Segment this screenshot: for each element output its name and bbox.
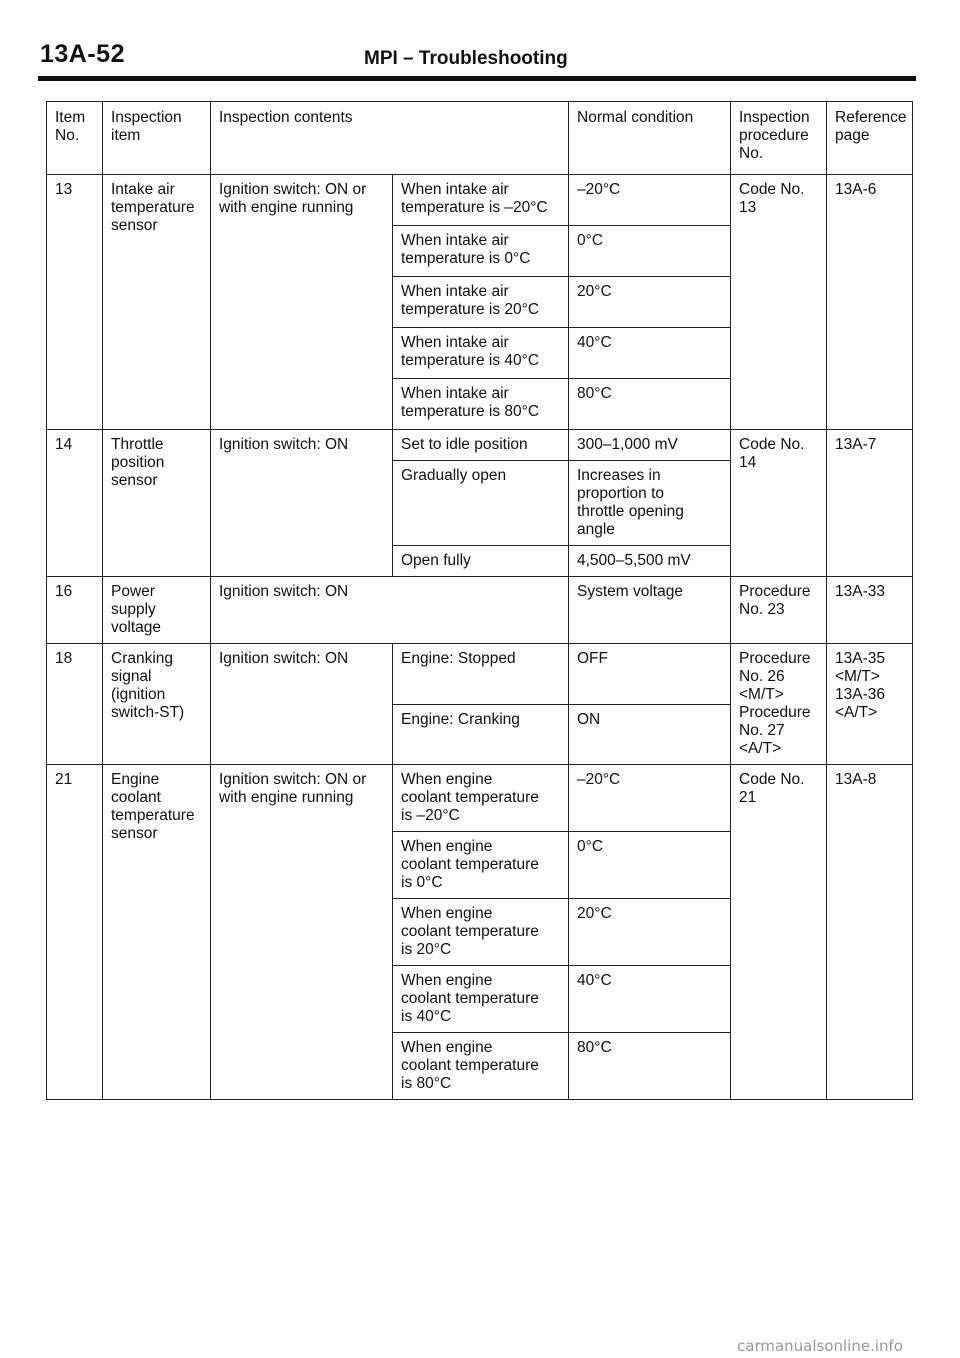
inspection-condition: Ignition switch: ON — [211, 644, 393, 765]
inspection-detail: When engine coolant temperature is 0°C — [393, 832, 569, 899]
header-normal-condition: Normal condition — [569, 102, 731, 175]
normal-condition: –20°C — [569, 765, 731, 832]
page-number: 13A-52 — [40, 40, 125, 68]
normal-condition: 0°C — [569, 832, 731, 899]
inspection-detail: Gradually open — [393, 461, 569, 546]
inspection-detail: Open fully — [393, 546, 569, 577]
inspection-detail: When engine coolant temperature is –20°C — [393, 765, 569, 832]
table-row — [47, 577, 913, 644]
normal-condition: 80°C — [569, 1033, 731, 1100]
section-title: MPI – Troubleshooting — [364, 48, 568, 69]
normal-condition: –20°C — [569, 175, 731, 226]
reference-page: 13A-8 — [827, 765, 913, 1100]
inspection-detail: Engine: Stopped — [393, 644, 569, 705]
item-no: 18 — [47, 644, 103, 765]
normal-condition: 300–1,000 mV — [569, 430, 731, 461]
header-reference-page: Reference page — [827, 102, 913, 175]
header-inspection-contents: Inspection contents — [211, 102, 569, 175]
inspection-detail: When engine coolant temperature is 20°C — [393, 899, 569, 966]
inspection-item: Throttle position sensor — [103, 430, 211, 577]
table-row — [47, 430, 913, 461]
reference-page: 13A-35 <M/T> 13A-36 <A/T> — [827, 644, 913, 765]
normal-condition: 4,500–5,500 mV — [569, 546, 731, 577]
inspection-detail: Set to idle position — [393, 430, 569, 461]
inspection-condition: Ignition switch: ON — [211, 577, 569, 644]
normal-condition: Increases in proportion to throttle opening angle — [569, 461, 731, 546]
inspection-detail: When engine coolant temperature is 80°C — [393, 1033, 569, 1100]
inspection-item: Engine coolant temperature sensor — [103, 765, 211, 1100]
inspection-procedure: Procedure No. 26 <M/T> Procedure No. 27 <A/T> — [731, 644, 827, 765]
header-rule — [38, 76, 916, 81]
table-row — [47, 644, 913, 705]
item-no: 16 — [47, 577, 103, 644]
inspection-detail: Engine: Cranking — [393, 704, 569, 765]
inspection-condition: Ignition switch: ON or with engine running — [211, 175, 393, 430]
reference-page: 13A-33 — [827, 577, 913, 644]
inspection-detail: When intake air temperature is 0°C — [393, 226, 569, 277]
header-inspection-procedure: Inspection procedure No. — [731, 102, 827, 175]
header-item-no: Item No. — [47, 102, 103, 175]
item-no: 14 — [47, 430, 103, 577]
normal-condition: 20°C — [569, 277, 731, 328]
item-no: 13 — [47, 175, 103, 430]
normal-condition: 80°C — [569, 379, 731, 430]
inspection-item: Cranking signal (ignition switch-ST) — [103, 644, 211, 765]
inspection-detail: When engine coolant temperature is 40°C — [393, 966, 569, 1033]
inspection-detail: When intake air temperature is 40°C — [393, 328, 569, 379]
header-inspection-item: Inspection item — [103, 102, 211, 175]
inspection-condition: Ignition switch: ON — [211, 430, 393, 577]
inspection-detail: When intake air temperature is 80°C — [393, 379, 569, 430]
normal-condition: OFF — [569, 644, 731, 705]
table-row — [47, 765, 913, 832]
reference-page: 13A-6 — [827, 175, 913, 430]
inspection-table — [46, 101, 913, 1100]
inspection-procedure: Code No. 13 — [731, 175, 827, 430]
table-row — [47, 175, 913, 226]
normal-condition: 20°C — [569, 899, 731, 966]
inspection-procedure: Code No. 21 — [731, 765, 827, 1100]
normal-condition: 40°C — [569, 966, 731, 1033]
item-no: 21 — [47, 765, 103, 1100]
normal-condition: System voltage — [569, 577, 731, 644]
inspection-procedure: Procedure No. 23 — [731, 577, 827, 644]
reference-page: 13A-7 — [827, 430, 913, 577]
inspection-item: Intake air temperature sensor — [103, 175, 211, 430]
table-header-row — [47, 102, 913, 175]
normal-condition: 40°C — [569, 328, 731, 379]
normal-condition: ON — [569, 704, 731, 765]
inspection-item: Power supply voltage — [103, 577, 211, 644]
watermark: carmanualsonline.info — [737, 1337, 903, 1355]
inspection-procedure: Code No. 14 — [731, 430, 827, 577]
normal-condition: 0°C — [569, 226, 731, 277]
inspection-condition: Ignition switch: ON or with engine running — [211, 765, 393, 1100]
inspection-detail: When intake air temperature is 20°C — [393, 277, 569, 328]
inspection-detail: When intake air temperature is –20°C — [393, 175, 569, 226]
